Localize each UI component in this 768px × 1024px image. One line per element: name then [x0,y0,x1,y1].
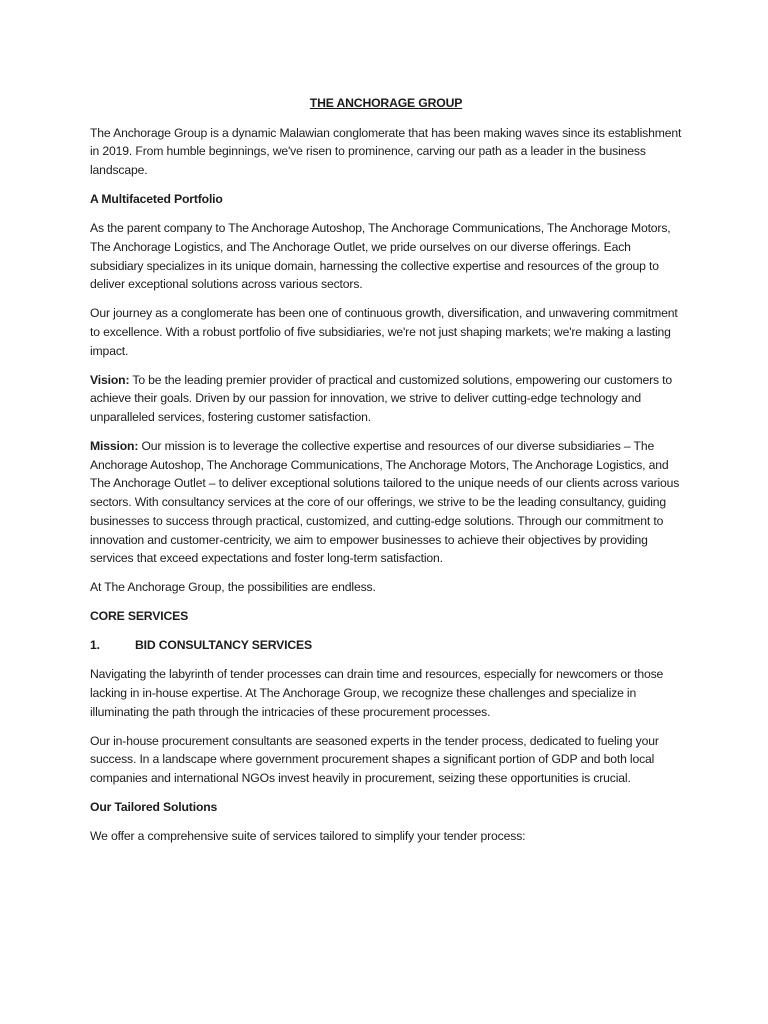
intro-paragraph: The Anchorage Group is a dynamic Malawian conglomerate that has been making waves since its establishment in 2019. From humble beginnings, we've risen to prominence, carving our path as a leader in the business landscape. [90,125,682,178]
portfolio-heading: A Multifaceted Portfolio [90,192,223,207]
closing-paragraph: At The Anchorage Group, the possibilities are endless. [90,580,376,595]
portfolio-paragraph-2: Our journey as a conglomerate has been one of continuous growth, diversification, and unwavering commitment to excellence. With a robust portfolio of five subsidiaries, we're not just shaping markets; we're making a lasting impact. [90,306,678,358]
document-title: THE ANCHORAGE GROUP [309,96,463,110]
service-1-number: 1. [90,638,100,653]
portfolio-paragraph-1: As the parent company to The Anchorage Autoshop, The Anchorage Communications, The Anchorage Motors, The Anchorage Logistics, and The Anchorage Outlet, we pride ourselves on our diverse offerings. Each subsidiary specializes in its unique domain, harnessing the collective expertise and resources of the group to deliver exceptional solutions across various sectors. [90,221,671,292]
core-services-heading: CORE SERVICES [90,609,189,624]
document-body [90,94,682,856]
vision-text: To be the leading premier provider of practical and customized solutions, empowering our customers to achieve their goals. Driven by our passion for innovation, we strive to deliver cutting-edge technology and unparalleled services, fostering customer satisfaction. [90,372,673,425]
mission-label: Mission: [90,439,139,454]
bid-paragraph-1: Navigating the labyrinth of tender processes can drain time and resources, especially for newcomers or those lacking in in-house expertise. At The Anchorage Group, we recognize these challenges and specialize in illuminating the path through the intricacies of these procurement processes. [90,667,664,719]
service-1-heading [90,636,682,655]
bid-paragraph-2: Our in-house procurement consultants are seasoned experts in the tender process, dedicated to fueling your success. In a landscape where government procurement shapes a significant portion of GDP and both local companies and international NGOs invest heavily in procurement, seizing these opportunities is crucial. [90,733,659,786]
solutions-intro-paragraph: We offer a comprehensive suite of services tailored to simplify your tender process: [90,829,526,844]
tailored-solutions-heading: Our Tailored Solutions [90,800,218,815]
vision-paragraph [90,371,682,427]
vision-label: Vision: [90,372,130,387]
mission-paragraph [90,437,682,568]
service-1-title: BID CONSULTANCY SERVICES [135,638,312,653]
mission-text: Our mission is to leverage the collective expertise and resources of our diverse subsidiaries – The Anchorage Autoshop, The Anchorage Communications, The Anchorage Motors, The Anchorage Logistics, and The Anchorage Outlet – to deliver exceptional solutions tailored to the unique needs of our clients across various sectors. With consultancy services at the core of our offerings, we strive to be the leading consultancy, guiding businesses to success through practical, customized, and cutting-edge solutions. Through our commitment to innovation and customer-centricity, we aim to empower businesses to achieve their objectives by providing services that exceed expectations and foster long-term satisfaction. [90,439,680,566]
